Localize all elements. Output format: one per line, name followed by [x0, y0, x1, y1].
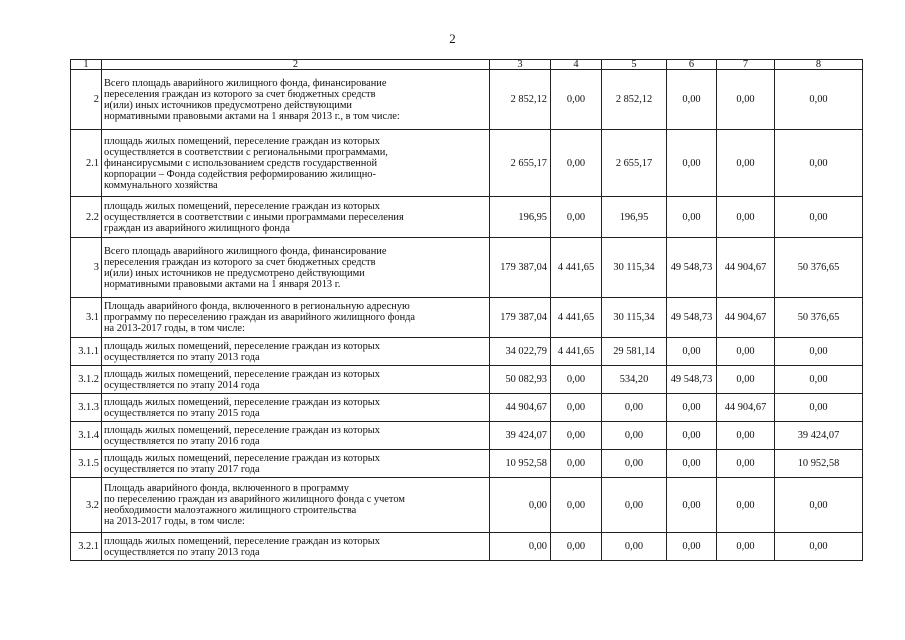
value-cell: 0,00 [775, 533, 863, 561]
row-description [102, 422, 490, 450]
table-row [71, 422, 863, 450]
value-cell: 0,00 [602, 478, 667, 533]
value-cell: 0,00 [775, 197, 863, 238]
description-line: осуществляется по этапу 2014 года [104, 379, 260, 391]
description-line: нормативными правовыми актами на 1 января 2013 г. [104, 278, 341, 290]
description-line: осуществляется по этапу 2013 года [104, 546, 260, 558]
value-cell: 0,00 [602, 394, 667, 422]
value-cell: 0,00 [667, 130, 717, 197]
row-number: 3.1.2 [71, 366, 102, 394]
description-line: площадь жилых помещений, переселение граждан из которых [104, 424, 380, 436]
description-line: программу по переселению граждан из аварийного жилищного фонда [104, 312, 416, 323]
value-cell: 30 115,34 [602, 238, 667, 298]
description-line: площадь жилых помещений, переселение граждан из которых [104, 340, 380, 352]
description-line: Всего площадь аварийного жилищного фонда, финансирование [104, 245, 387, 257]
row-number: 3.1.5 [71, 450, 102, 478]
value-cell: 0,00 [775, 70, 863, 130]
value-cell: 179 387,04 [490, 298, 551, 338]
table-row [71, 366, 863, 394]
description-line: осуществляется по этапу 2013 года [104, 351, 260, 363]
row-description [102, 338, 490, 366]
table-row [71, 338, 863, 366]
description-line: переселения граждан из которого за счет бюджетных средств [104, 256, 376, 268]
value-cell: 29 581,14 [602, 338, 667, 366]
description-line: Всего площадь аварийного жилищного фонда, финансирование [104, 77, 387, 89]
row-number: 3.1.4 [71, 422, 102, 450]
value-cell: 0,00 [775, 478, 863, 533]
table-row [71, 130, 863, 197]
table-row [71, 70, 863, 130]
column-header: 4 [551, 60, 602, 70]
value-cell: 4 441,65 [551, 298, 602, 338]
value-cell: 0,00 [775, 394, 863, 422]
row-description [102, 478, 490, 533]
description-line: необходимости малоэтажного жилищного строительства [104, 505, 357, 516]
value-cell: 0,00 [667, 394, 717, 422]
value-cell: 39 424,07 [490, 422, 551, 450]
row-number: 2 [71, 70, 102, 130]
row-description [102, 450, 490, 478]
value-cell: 0,00 [667, 450, 717, 478]
column-header: 7 [717, 60, 775, 70]
description-line: Площадь аварийного фонда, включенного в региональную адресную [104, 301, 410, 312]
value-cell: 2 655,17 [490, 130, 551, 197]
value-cell: 0,00 [717, 366, 775, 394]
table-row [71, 478, 863, 533]
column-header: 6 [667, 60, 717, 70]
value-cell: 2 852,12 [602, 70, 667, 130]
column-header: 2 [102, 60, 490, 70]
value-cell: 0,00 [717, 70, 775, 130]
value-cell: 0,00 [775, 338, 863, 366]
value-cell: 49 548,73 [667, 366, 717, 394]
value-cell: 0,00 [775, 366, 863, 394]
value-cell: 0,00 [717, 338, 775, 366]
value-cell: 0,00 [717, 533, 775, 561]
value-cell: 0,00 [717, 422, 775, 450]
value-cell: 0,00 [717, 478, 775, 533]
row-number: 3.2.1 [71, 533, 102, 561]
page-number: 2 [449, 31, 456, 46]
value-cell: 0,00 [667, 197, 717, 238]
value-cell: 0,00 [490, 478, 551, 533]
value-cell: 0,00 [717, 130, 775, 197]
description-line: граждан из аварийного жилищного фонда [104, 222, 290, 234]
value-cell: 0,00 [602, 422, 667, 450]
value-cell: 50 376,65 [775, 238, 863, 298]
value-cell: 0,00 [717, 197, 775, 238]
description-line: на 2013-2017 годы, в том числе: [104, 516, 245, 527]
table-row [71, 298, 863, 338]
value-cell: 0,00 [602, 533, 667, 561]
value-cell: 0,00 [775, 130, 863, 197]
data-table [70, 59, 863, 561]
description-line: переселения граждан из которого за счет бюджетных средств [104, 88, 376, 100]
row-description [102, 533, 490, 561]
description-line: площадь жилых помещений, переселение граждан из которых [104, 135, 380, 147]
row-description [102, 394, 490, 422]
value-cell: 0,00 [551, 366, 602, 394]
description-line: и(или) иных источников предусмотрено действующими [104, 99, 352, 111]
description-line: корпорации – Фонда содействия реформированию жилищно- [104, 168, 376, 180]
row-description [102, 70, 490, 130]
row-number: 3.2 [71, 478, 102, 533]
value-cell: 44 904,67 [717, 394, 775, 422]
value-cell: 30 115,34 [602, 298, 667, 338]
value-cell: 10 952,58 [490, 450, 551, 478]
value-cell: 0,00 [667, 422, 717, 450]
table-row [71, 238, 863, 298]
value-cell: 0,00 [667, 533, 717, 561]
value-cell: 0,00 [551, 422, 602, 450]
description-line: площадь жилых помещений, переселение граждан из которых [104, 200, 380, 212]
table-row [71, 197, 863, 238]
value-cell: 0,00 [667, 478, 717, 533]
value-cell: 49 548,73 [667, 298, 717, 338]
description-line: по переселению граждан из аварийного жилищного фонда с учетом [104, 494, 405, 505]
description-line: нормативными правовыми актами на 1 января 2013 г., в том числе: [104, 110, 400, 122]
column-header: 8 [775, 60, 863, 70]
row-number: 3.1 [71, 298, 102, 338]
description-line: площадь жилых помещений, переселение граждан из которых [104, 452, 380, 464]
row-description [102, 298, 490, 338]
value-cell: 0,00 [551, 197, 602, 238]
table-row [71, 533, 863, 561]
value-cell: 2 655,17 [602, 130, 667, 197]
row-number: 3.1.1 [71, 338, 102, 366]
description-line: Площадь аварийного фонда, включенного в программу [104, 483, 349, 494]
row-number: 3.1.3 [71, 394, 102, 422]
column-header: 5 [602, 60, 667, 70]
description-line: на 2013-2017 годы, в том числе: [104, 323, 245, 334]
value-cell: 44 904,67 [717, 298, 775, 338]
description-line: площадь жилых помещений, переселение граждан из которых [104, 396, 380, 408]
description-line: и(или) иных источников не предусмотрено действующими [104, 267, 365, 279]
table-body [71, 60, 863, 561]
value-cell: 196,95 [602, 197, 667, 238]
value-cell: 0,00 [551, 130, 602, 197]
column-header: 1 [71, 60, 102, 70]
description-line: коммунального хозяйства [104, 179, 218, 191]
description-line: площадь жилых помещений, переселение граждан из которых [104, 368, 380, 380]
value-cell: 39 424,07 [775, 422, 863, 450]
value-cell: 4 441,65 [551, 338, 602, 366]
table-row [71, 450, 863, 478]
description-line: осуществляется в соответствии с иными программами переселения [104, 211, 404, 223]
row-description [102, 130, 490, 197]
table-row [71, 394, 863, 422]
value-cell: 0,00 [551, 478, 602, 533]
description-line: осуществляется по этапу 2016 года [104, 435, 260, 447]
value-cell: 50 376,65 [775, 298, 863, 338]
value-cell: 179 387,04 [490, 238, 551, 298]
description-line: осуществляется в соответствии с региональными программами, [104, 146, 388, 158]
table-header-row [71, 60, 863, 70]
row-number: 2.2 [71, 197, 102, 238]
value-cell: 0,00 [667, 70, 717, 130]
row-description [102, 366, 490, 394]
value-cell: 34 022,79 [490, 338, 551, 366]
value-cell: 10 952,58 [775, 450, 863, 478]
value-cell: 44 904,67 [717, 238, 775, 298]
value-cell: 534,20 [602, 366, 667, 394]
value-cell: 49 548,73 [667, 238, 717, 298]
value-cell: 50 082,93 [490, 366, 551, 394]
row-number: 3 [71, 238, 102, 298]
value-cell: 0,00 [490, 533, 551, 561]
value-cell: 0,00 [551, 450, 602, 478]
column-header: 3 [490, 60, 551, 70]
value-cell: 0,00 [551, 533, 602, 561]
value-cell: 44 904,67 [490, 394, 551, 422]
value-cell: 0,00 [602, 450, 667, 478]
description-line: осуществляется по этапу 2015 года [104, 407, 260, 419]
description-line: финансирусмыми с использованием средств государственной [104, 157, 378, 169]
value-cell: 2 852,12 [490, 70, 551, 130]
value-cell: 196,95 [490, 197, 551, 238]
value-cell: 4 441,65 [551, 238, 602, 298]
row-description [102, 238, 490, 298]
value-cell: 0,00 [551, 70, 602, 130]
value-cell: 0,00 [717, 450, 775, 478]
description-line: осуществляется по этапу 2017 года [104, 463, 260, 475]
value-cell: 0,00 [551, 394, 602, 422]
description-line: площадь жилых помещений, переселение граждан из которых [104, 535, 380, 547]
row-description [102, 197, 490, 238]
row-number: 2.1 [71, 130, 102, 197]
value-cell: 0,00 [667, 338, 717, 366]
